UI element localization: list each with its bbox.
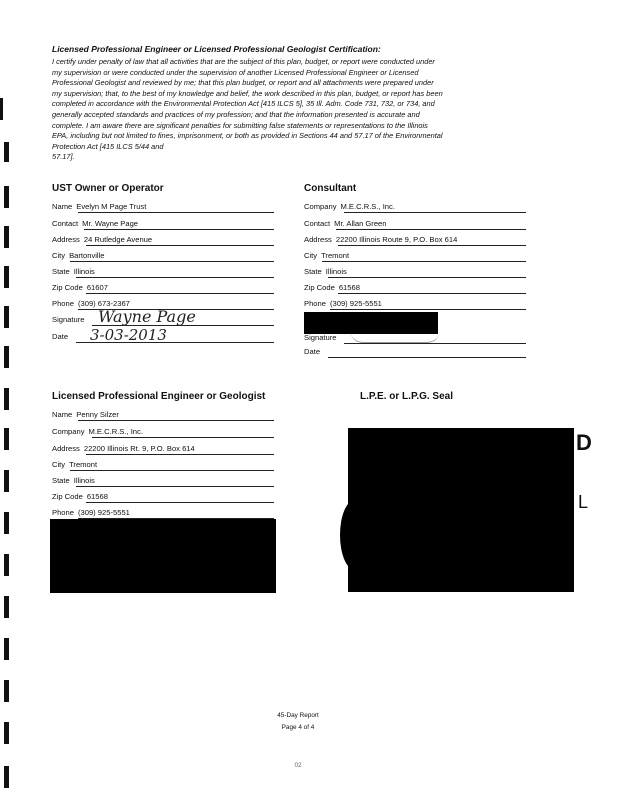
scan-edge-mark (4, 346, 9, 368)
cert-line: my supervision; that, to the best of my knowledge and belief, the work described in this plan, budget, or report has been (52, 88, 443, 98)
field-value: Illinois (73, 476, 95, 485)
field-label: Address (52, 444, 80, 453)
field-value: 22200 Illinois Route 9, P.O. Box 614 (335, 235, 458, 244)
cert-line: Professional Geologist and reviewed by me; that this plan budget, or report and all attachments were prepared under (52, 78, 434, 88)
underline (76, 277, 274, 278)
field-label: Date (304, 347, 321, 356)
underline (86, 454, 274, 455)
underline (338, 245, 526, 246)
field-label: City (52, 251, 66, 260)
field-label: City (52, 460, 66, 469)
field-value: 24 Rutledge Avenue (83, 235, 153, 244)
owner-date-handwritten: 3-03-2013 (90, 326, 167, 344)
cert-line: EPA, including but not limited to fines, imprisonment, or both as provided in Sections 44 and 57.17 of the Environmental (52, 131, 443, 141)
cert-line: I certify under penalty of law that all activities that are the subject of this plan, budget, or report were conducted under (52, 57, 435, 66)
scan-edge-mark (4, 722, 9, 744)
cert-line: my supervision or were conducted under the supervision of another Licensed Professional Engineer or Licensed (52, 67, 419, 77)
underline (70, 470, 274, 471)
underline (328, 357, 526, 358)
underline (86, 293, 274, 294)
field-label: Phone (52, 299, 74, 308)
scan-edge-mark (4, 428, 9, 450)
underline (70, 261, 274, 262)
field-value: 61607 (86, 283, 108, 292)
field-value: Tremont (321, 251, 350, 260)
scan-edge-mark (4, 266, 9, 288)
engineer-section-title: Licensed Professional Engineer or Geologist (52, 391, 266, 402)
footer-stamp: 02 (294, 762, 302, 769)
owner-signature: Wayne Page (98, 307, 196, 326)
field-value: 22200 Illinois Rt. 9, P.O. Box 614 (83, 444, 195, 453)
field-label: State (52, 476, 70, 485)
field-label: Phone (52, 508, 74, 517)
seal-redaction-edge (340, 500, 370, 570)
consultant-signature-field (304, 333, 337, 345)
seal-fragment: D (576, 430, 592, 455)
underline (86, 502, 274, 503)
owner-section-title: UST Owner or Operator (52, 183, 164, 194)
footer-page-number: Page 4 of 4 (281, 724, 315, 731)
field-label: State (52, 267, 70, 276)
scan-edge-mark (4, 142, 9, 162)
field-value: M.E.C.R.S., Inc. (340, 202, 395, 211)
underline (336, 229, 526, 230)
underline (322, 261, 526, 262)
field-value: Illinois (73, 267, 95, 276)
field-value: 61568 (338, 283, 360, 292)
seal-redaction (348, 428, 574, 592)
field-value: (309) 673-2367 (77, 299, 130, 308)
underline (86, 245, 274, 246)
underline (76, 486, 274, 487)
field-value: (309) 925-5551 (77, 508, 130, 517)
owner-date-field (52, 332, 68, 344)
field-label: Contact (52, 219, 79, 228)
field-value: Tremont (69, 460, 98, 469)
field-value: Illinois (325, 267, 347, 276)
field-label: Name (52, 202, 73, 211)
field-label: Zip Code (52, 492, 83, 501)
cert-line: generally accepted standards and practices of my profession; and that the information presented is accurate and (52, 109, 420, 119)
cert-line: complete. I am aware there are significant penalties for submitting false statements or representations to the Illinois (52, 120, 428, 130)
field-label: Zip Code (304, 283, 335, 292)
scan-edge-mark (4, 226, 9, 248)
cert-line: 57.17]. (52, 152, 75, 162)
underline (344, 212, 526, 213)
field-value: Mr. Allan Green (334, 219, 387, 228)
scan-edge-mark (4, 596, 9, 618)
scan-edge-mark (4, 388, 9, 410)
scan-edge-mark (4, 638, 9, 660)
field-label: Company (304, 202, 337, 211)
field-value: Bartonville (69, 251, 105, 260)
field-label: Company (52, 427, 85, 436)
scan-edge-mark (4, 554, 9, 576)
seal-section-title: L.P.E. or L.P.G. Seal (360, 391, 454, 402)
field-value: (309) 925-5551 (329, 299, 382, 308)
seal-fragment: L (578, 492, 589, 512)
scan-edge-mark (4, 512, 9, 534)
cert-line: Protection Act [415 ILCS 5/44 and (52, 141, 164, 151)
redaction-block (50, 519, 276, 593)
field-label: Phone (304, 299, 326, 308)
field-value: Penny Silzer (76, 410, 119, 419)
underline (330, 309, 526, 310)
underline (78, 420, 274, 421)
certification-body (52, 57, 530, 163)
field-value: 61568 (86, 492, 108, 501)
underline (76, 342, 274, 343)
field-label: City (304, 251, 318, 260)
underline (92, 437, 274, 438)
consultant-signature-scribble (350, 330, 440, 343)
footer-report-title: 45-Day Report (277, 712, 319, 719)
scan-edge-mark (4, 470, 9, 492)
field-value: Evelyn M Page Trust (76, 202, 147, 211)
field-label: Date (52, 332, 69, 341)
consultant-date-field (304, 347, 320, 359)
underline (328, 277, 526, 278)
field-label: Address (304, 235, 332, 244)
cert-line: completed in accordance with the Environmental Protection Act [415 ILCS 5], 35 Ill. Adm. Code 731, 732, or 734, and (52, 99, 435, 109)
certification-title: Licensed Professional Engineer or Licensed Professional Geologist Certification: (52, 44, 381, 54)
field-label: Zip Code (52, 283, 83, 292)
underline (344, 343, 526, 344)
field-label: State (304, 267, 322, 276)
field-label: Signature (52, 315, 85, 324)
scan-edge-mark (4, 766, 9, 788)
underline (338, 293, 526, 294)
scan-edge-mark (4, 306, 9, 328)
scan-edge-mark (4, 186, 9, 208)
scan-edge-mark (4, 680, 9, 702)
underline (78, 212, 274, 213)
consultant-section-title: Consultant (304, 183, 357, 194)
field-label: Name (52, 410, 73, 419)
field-label: Contact (304, 219, 331, 228)
field-value: Mr. Wayne Page (82, 219, 139, 228)
field-label: Address (52, 235, 80, 244)
field-label: Signature (304, 333, 337, 342)
field-value: M.E.C.R.S., Inc. (88, 427, 143, 436)
owner-signature-field (52, 315, 85, 327)
underline (84, 229, 274, 230)
scan-edge-mark (0, 98, 3, 120)
